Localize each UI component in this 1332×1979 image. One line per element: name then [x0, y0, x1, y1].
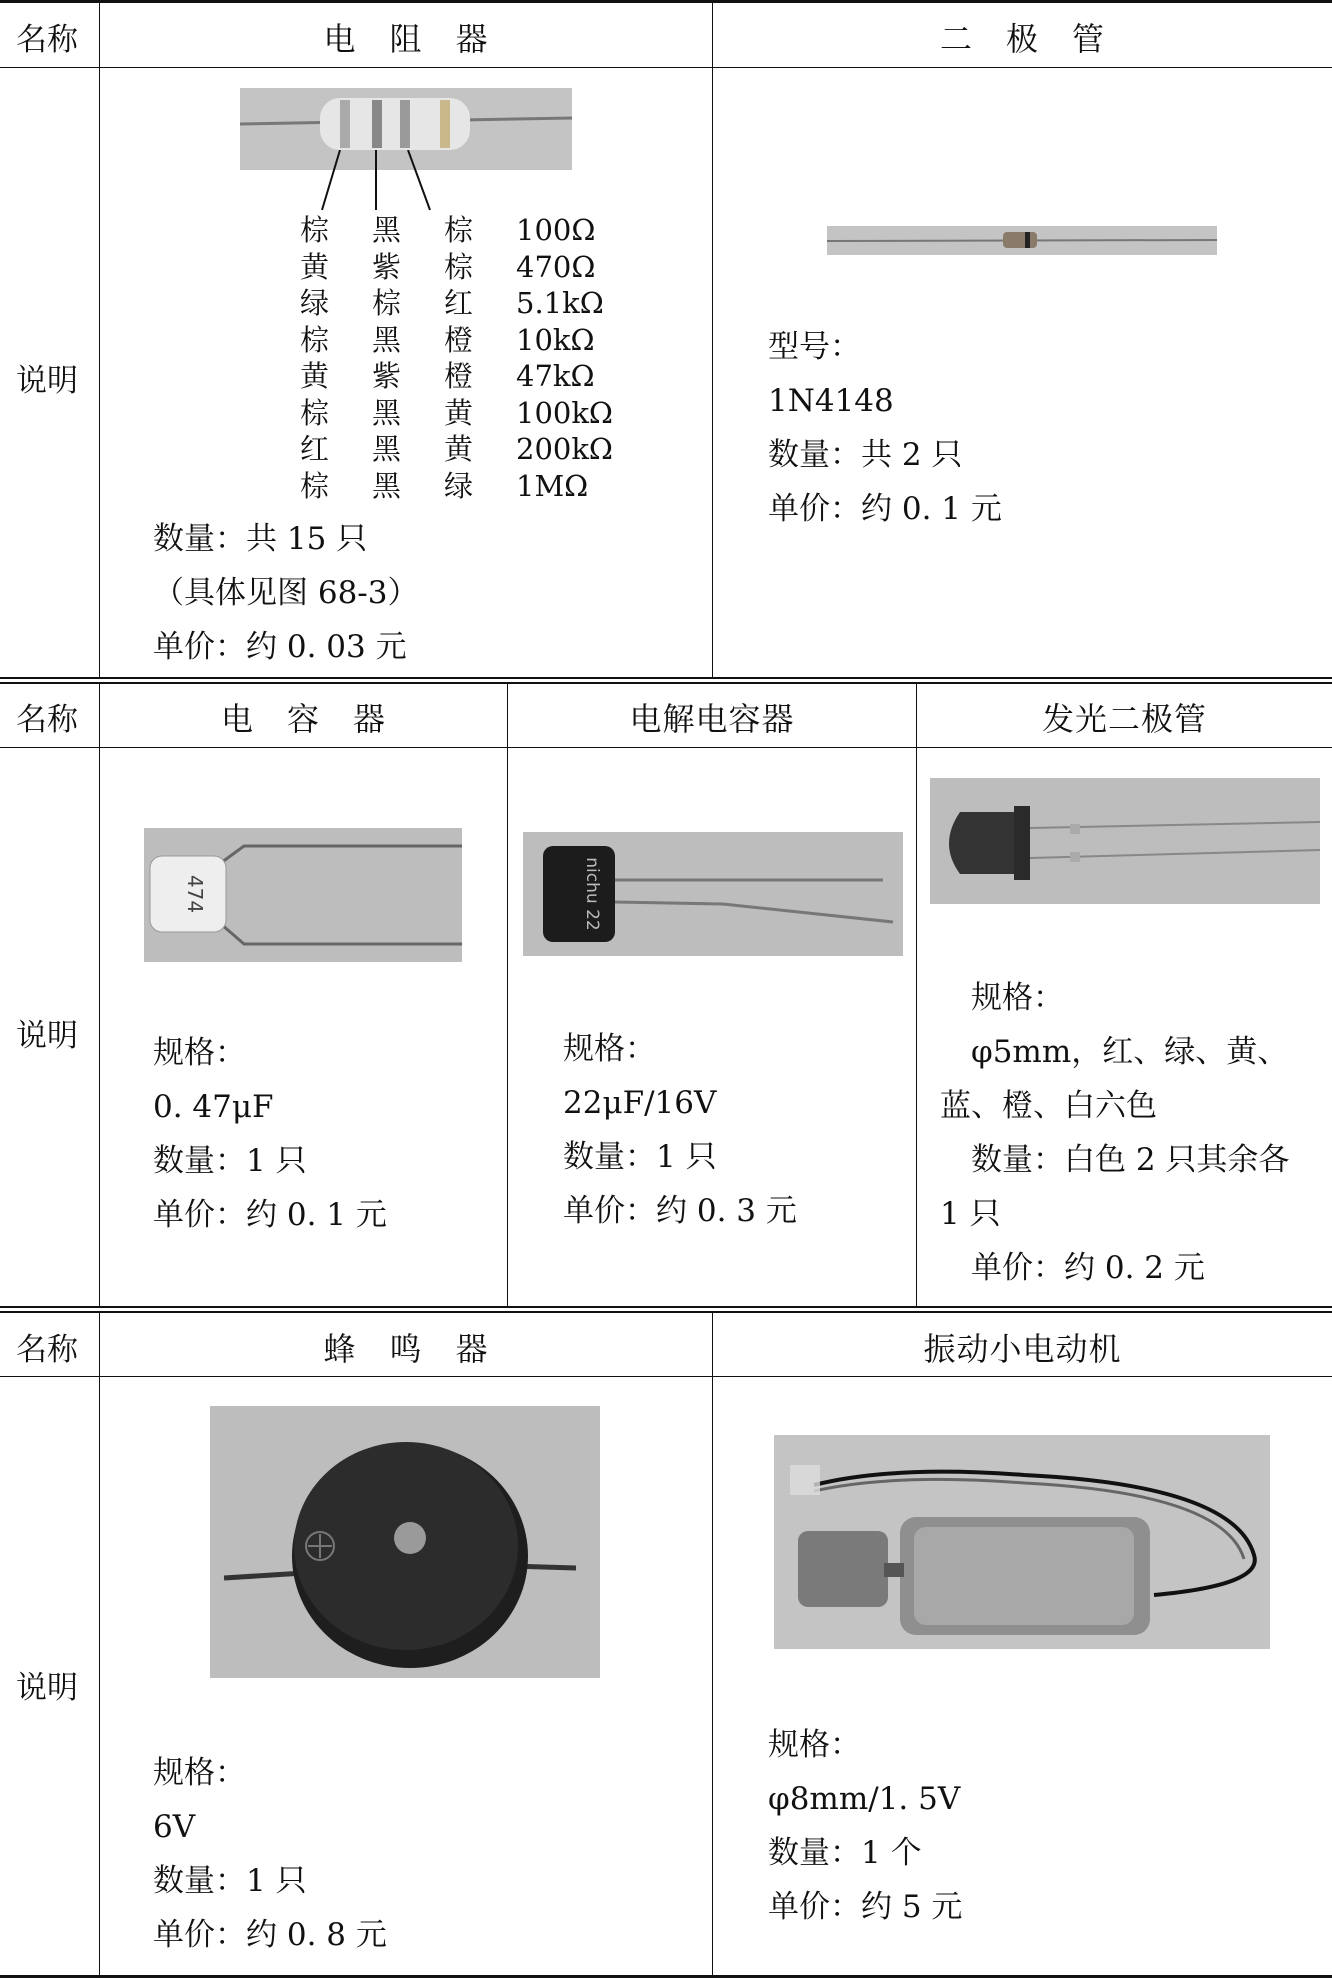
label-desc: 说明	[16, 1018, 78, 1054]
electrolytic-photo	[523, 832, 903, 956]
led-photo	[930, 778, 1320, 904]
resistor-details: 数量：共 15 只 （具体见图 68-3） 单价：约 0. 03 元	[153, 521, 419, 665]
capacitor-marking: 474	[183, 874, 207, 914]
label-name: 名称	[16, 22, 78, 58]
motor-photo	[774, 1435, 1270, 1649]
table-row: 棕 黑 棕 100Ω	[300, 213, 596, 247]
table-row: 棕 黑 橙 10kΩ	[300, 322, 595, 357]
table-row: 红 黑 黄 200kΩ	[300, 432, 613, 466]
diode-details: 型号： 1N4148 数量：共 2 只 单价：约 0. 1 元	[768, 329, 1002, 527]
table-row: 黄 紫 橙 47kΩ	[300, 359, 595, 393]
led-details: 规格： φ5mm，红、绿、黄、 蓝、橙、白六色 数量：白色 2 只其余各 1 只 单价：约 0. 2 元	[940, 980, 1290, 1286]
buzzer-image	[210, 1406, 600, 1678]
label-name: 名称	[16, 1332, 78, 1368]
table-row: 棕 黑 绿 1MΩ	[300, 468, 589, 503]
resistor-color-table	[300, 212, 616, 504]
band-pointer-lines	[300, 150, 460, 220]
electrolytic-marking: nichu 22	[582, 857, 602, 931]
diode-photo	[827, 226, 1217, 255]
motor-details: 规格： φ8mm/1. 5V 数量：1 个 单价：约 5 元	[768, 1727, 963, 1925]
header-capacitor: 电 容 器	[220, 700, 386, 738]
electrolytic-details: 规格： 22μF/16V 数量：1 只 单价：约 0. 3 元	[563, 1031, 797, 1229]
table-row: 棕 黑 黄 100kΩ	[300, 395, 613, 430]
capacitor-details: 规格： 0. 47μF 数量：1 只 单价：约 0. 1 元	[153, 1035, 387, 1233]
header-led: 发光二极管	[1041, 700, 1207, 738]
led-image	[930, 778, 1320, 904]
diode-image	[827, 226, 1217, 255]
header-diode: 二 极 管	[939, 20, 1105, 58]
header-resistor: 电 阻 器	[323, 20, 489, 58]
label-name: 名称	[16, 702, 78, 738]
header-buzzer: 蜂 鸣 器	[323, 1330, 489, 1368]
electrolytic-image	[523, 832, 903, 956]
header-electrolytic: 电解电容器	[629, 700, 795, 738]
buzzer-photo	[210, 1406, 600, 1678]
label-desc: 说明	[16, 1670, 78, 1706]
table-row: 黄 紫 棕 470Ω	[300, 249, 596, 284]
table-row: 绿 棕 红 5.1kΩ	[300, 286, 604, 320]
capacitor-photo	[144, 828, 462, 962]
header-motor: 振动小电动机	[923, 1330, 1122, 1368]
capacitor-image	[144, 828, 462, 962]
buzzer-details: 规格： 6V 数量：1 只 单价：约 0. 8 元	[153, 1755, 387, 1953]
motor-image	[774, 1435, 1270, 1649]
label-desc: 说明	[16, 363, 78, 399]
